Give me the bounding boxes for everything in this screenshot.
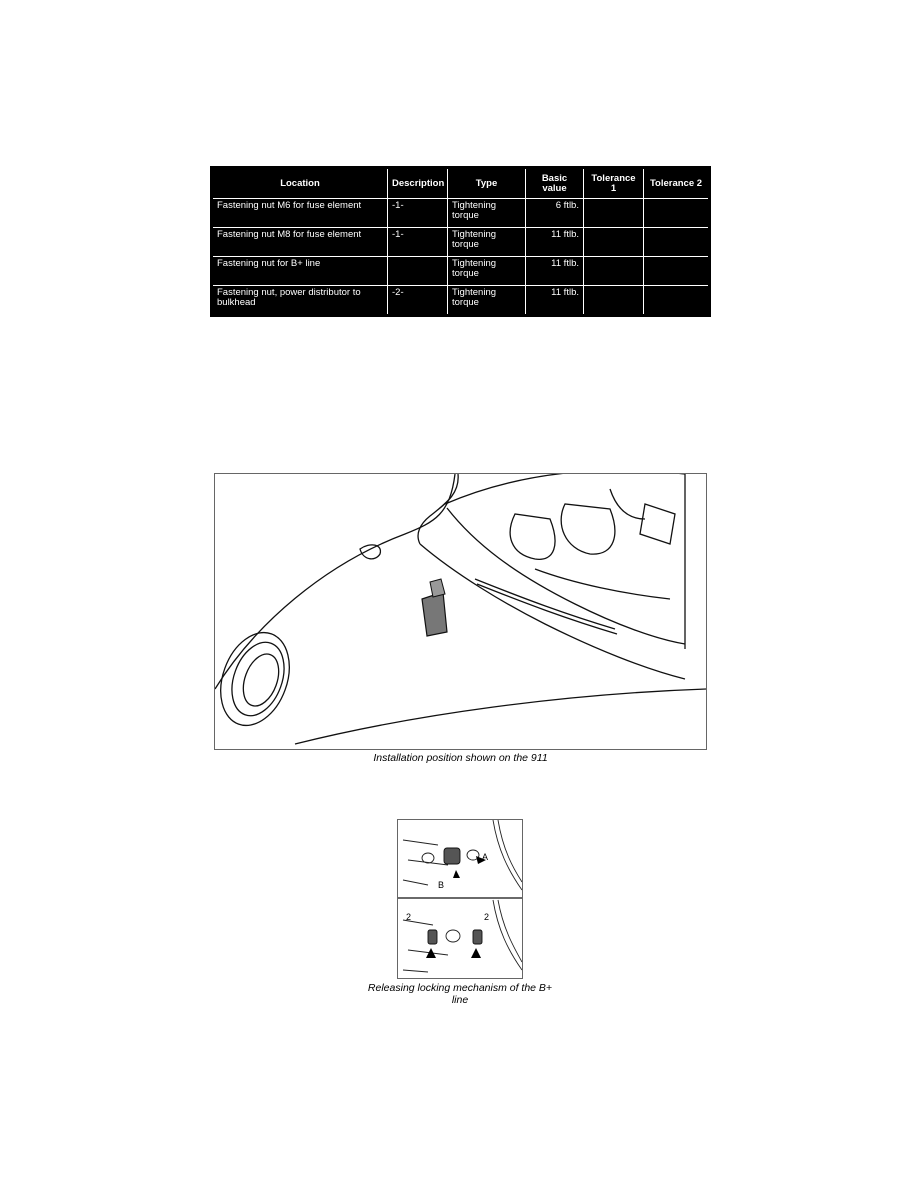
cell-description bbox=[388, 257, 448, 286]
cell-tolerance-1 bbox=[584, 257, 644, 286]
table-row bbox=[212, 286, 710, 316]
table-row bbox=[212, 257, 710, 286]
cell-description: -1- bbox=[388, 199, 448, 228]
table-header-row bbox=[212, 168, 710, 199]
col-header-description: Description bbox=[388, 168, 448, 199]
power-distributor-shape bbox=[422, 579, 447, 636]
cell-location: Fastening nut M8 for fuse element bbox=[212, 228, 388, 257]
label-2-left: 2 bbox=[406, 912, 412, 922]
cell-tolerance-1 bbox=[584, 286, 644, 316]
col-header-location: Location bbox=[212, 168, 388, 199]
cell-basic-value: 11 ftlb. bbox=[526, 257, 584, 286]
car-front-drawing bbox=[215, 474, 706, 749]
cell-type: Tightening torque bbox=[448, 286, 526, 316]
cell-location: Fastening nut, power distributor to bulkhead bbox=[212, 286, 388, 316]
cell-tolerance-2 bbox=[644, 257, 710, 286]
cell-tolerance-1 bbox=[584, 228, 644, 257]
locking-mechanism-drawing bbox=[398, 820, 522, 978]
label-2-right: 2 bbox=[484, 912, 490, 922]
label-a: A bbox=[482, 852, 489, 862]
cell-tolerance-2 bbox=[644, 199, 710, 228]
cell-description: -2- bbox=[388, 286, 448, 316]
col-header-tolerance-1: Tolerance 1 bbox=[584, 168, 644, 199]
table-row bbox=[212, 199, 710, 228]
figure-1-caption: Installation position shown on the 911 bbox=[373, 752, 548, 764]
torque-spec-table bbox=[210, 166, 711, 317]
figure-2-caption: Releasing locking mechanism of the B+ line bbox=[367, 982, 553, 1006]
cell-type: Tightening torque bbox=[448, 228, 526, 257]
installation-position-illustration bbox=[214, 473, 707, 750]
cell-description: -1- bbox=[388, 228, 448, 257]
label-b: B bbox=[438, 880, 445, 890]
cell-location: Fastening nut for B+ line bbox=[212, 257, 388, 286]
cell-tolerance-2 bbox=[644, 286, 710, 316]
cell-tolerance-2 bbox=[644, 228, 710, 257]
cell-basic-value: 11 ftlb. bbox=[526, 286, 584, 316]
col-header-tolerance-2: Tolerance 2 bbox=[644, 168, 710, 199]
cell-location: Fastening nut M6 for fuse element bbox=[212, 199, 388, 228]
cell-type: Tightening torque bbox=[448, 199, 526, 228]
cell-type: Tightening torque bbox=[448, 257, 526, 286]
cell-basic-value: 11 ftlb. bbox=[526, 228, 584, 257]
cell-basic-value: 6 ftlb. bbox=[526, 199, 584, 228]
col-header-basic-value: Basic value bbox=[526, 168, 584, 199]
col-header-type: Type bbox=[448, 168, 526, 199]
cell-tolerance-1 bbox=[584, 199, 644, 228]
table-row bbox=[212, 228, 710, 257]
locking-mechanism-illustration bbox=[397, 819, 523, 979]
